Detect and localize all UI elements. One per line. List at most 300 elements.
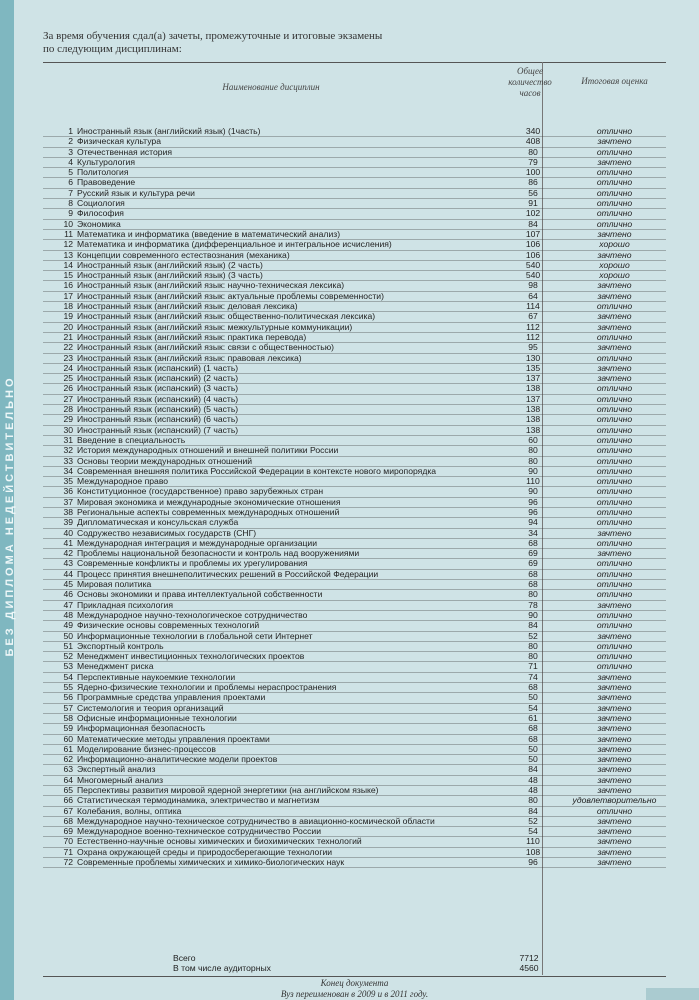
grade-cell: зачтено xyxy=(563,765,666,775)
row-number: 61 xyxy=(43,744,77,754)
table-row xyxy=(43,250,666,260)
grade-cell: зачтено xyxy=(563,281,666,291)
discipline-name: Иностранный язык (английский язык) (2 часть) xyxy=(77,260,503,270)
hours-cell: 90 xyxy=(503,466,563,476)
hours-cell: 68 xyxy=(503,724,563,734)
grade-cell: зачтено xyxy=(563,827,666,837)
row-number: 9 xyxy=(43,209,77,219)
table-row xyxy=(43,466,666,476)
discipline-name: Иностранный язык (испанский) (6 часть) xyxy=(77,415,503,425)
table-row xyxy=(43,127,666,137)
grade-cell: зачтено xyxy=(563,137,666,147)
grade-cell: зачтено xyxy=(563,713,666,723)
hours-cell: 138 xyxy=(503,425,563,435)
table-row xyxy=(43,425,666,435)
discipline-name: Политология xyxy=(77,168,503,178)
grade-cell: зачтено xyxy=(563,528,666,538)
total-hours: 7712 xyxy=(519,953,539,963)
row-number: 4 xyxy=(43,157,77,167)
grade-cell: зачтено xyxy=(563,724,666,734)
discipline-name: Мировая политика xyxy=(77,580,503,590)
hours-cell: 52 xyxy=(503,816,563,826)
row-number: 71 xyxy=(43,847,77,857)
row-number: 3 xyxy=(43,147,77,157)
hours-cell: 68 xyxy=(503,683,563,693)
grade-cell: отлично xyxy=(563,302,666,312)
grade-cell: отлично xyxy=(563,188,666,198)
auditorium-grade-empty xyxy=(559,963,666,973)
hours-cell: 48 xyxy=(503,786,563,796)
grade-cell: отлично xyxy=(563,559,666,569)
table-row xyxy=(43,600,666,610)
row-number: 60 xyxy=(43,734,77,744)
discipline-name: Программные средства управления проектами xyxy=(77,693,503,703)
hours-cell: 100 xyxy=(503,168,563,178)
hours-cell: 50 xyxy=(503,693,563,703)
hours-cell: 50 xyxy=(503,744,563,754)
grade-cell: отлично xyxy=(563,446,666,456)
discipline-name: Международное военно-техническое сотрудничество России xyxy=(77,827,503,837)
table-row xyxy=(43,549,666,559)
discipline-name: Перспективы развития мировой ядерной энергетики (на английском языке) xyxy=(77,786,503,796)
hours-cell: 90 xyxy=(503,487,563,497)
discipline-name: Иностранный язык (английский язык: межкультурные коммуникации) xyxy=(77,322,503,332)
grade-cell: зачтено xyxy=(563,816,666,826)
row-number: 55 xyxy=(43,683,77,693)
discipline-name: Иностранный язык (английский язык: практика перевода) xyxy=(77,332,503,342)
total-label: Всего xyxy=(173,953,196,963)
grade-cell: отлично xyxy=(563,199,666,209)
hours-cell: 68 xyxy=(503,569,563,579)
grade-cell: зачтено xyxy=(563,775,666,785)
row-number: 21 xyxy=(43,332,77,342)
hours-cell: 80 xyxy=(503,456,563,466)
discipline-name: Конституционное (государственное) право зарубежных стран xyxy=(77,487,503,497)
row-number: 14 xyxy=(43,260,77,270)
row-number: 34 xyxy=(43,466,77,476)
table-row xyxy=(43,456,666,466)
row-number: 22 xyxy=(43,343,77,353)
table-row xyxy=(43,652,666,662)
row-number: 39 xyxy=(43,518,77,528)
table-row xyxy=(43,487,666,497)
discipline-name: Иностранный язык (испанский) (4 часть) xyxy=(77,394,503,404)
hours-cell: 408 xyxy=(503,137,563,147)
hours-cell: 108 xyxy=(503,847,563,857)
discipline-name: Международное право xyxy=(77,477,503,487)
table-row xyxy=(43,806,666,816)
table-row xyxy=(43,755,666,765)
discipline-name: Концепции современного естествознания (механика) xyxy=(77,250,503,260)
header-grade: Итоговая оценка xyxy=(581,76,648,86)
discipline-name: Введение в специальность xyxy=(77,435,503,445)
table-row xyxy=(43,610,666,620)
grade-cell: отлично xyxy=(563,147,666,157)
hours-cell: 95 xyxy=(503,343,563,353)
hours-cell: 91 xyxy=(503,199,563,209)
hours-cell: 68 xyxy=(503,538,563,548)
grade-cell: отлично xyxy=(563,497,666,507)
row-number: 57 xyxy=(43,703,77,713)
hours-cell: 106 xyxy=(503,240,563,250)
grade-cell: отлично xyxy=(563,332,666,342)
end-label: Конец документа xyxy=(320,978,389,988)
grade-cell: отлично xyxy=(563,518,666,528)
table-row xyxy=(43,507,666,517)
disciplines-table-body xyxy=(43,127,666,868)
grade-cell: отлично xyxy=(563,538,666,548)
table-row xyxy=(43,559,666,569)
header-hours: Общее количество часов xyxy=(508,66,552,98)
table-row xyxy=(43,765,666,775)
row-number: 8 xyxy=(43,199,77,209)
discipline-name: Иностранный язык (английский язык: правовая лексика) xyxy=(77,353,503,363)
row-number: 40 xyxy=(43,528,77,538)
grade-cell: отлично xyxy=(563,641,666,651)
grade-cell: отлично xyxy=(563,219,666,229)
table-row xyxy=(43,837,666,847)
table-row xyxy=(43,322,666,332)
table-row xyxy=(43,157,666,167)
hours-cell: 86 xyxy=(503,178,563,188)
table-row xyxy=(43,724,666,734)
table-row xyxy=(43,528,666,538)
grade-cell: зачтено xyxy=(563,755,666,765)
hours-cell: 137 xyxy=(503,394,563,404)
row-number: 47 xyxy=(43,600,77,610)
document-end xyxy=(43,978,666,1000)
grade-cell: хорошо xyxy=(563,240,666,250)
grade-cell: зачтено xyxy=(563,312,666,322)
hours-cell: 112 xyxy=(503,332,563,342)
hours-cell: 84 xyxy=(503,765,563,775)
grade-cell: отлично xyxy=(563,621,666,631)
hours-cell: 135 xyxy=(503,363,563,373)
table-row xyxy=(43,590,666,600)
row-number: 58 xyxy=(43,713,77,723)
discipline-name: Иностранный язык (английский язык: актуальные проблемы современности) xyxy=(77,291,503,301)
table-row xyxy=(43,497,666,507)
row-number: 26 xyxy=(43,384,77,394)
row-number: 54 xyxy=(43,672,77,682)
grade-cell: отлично xyxy=(563,477,666,487)
discipline-name: История международных отношений и внешней политики России xyxy=(77,446,503,456)
hours-cell: 61 xyxy=(503,713,563,723)
total-row xyxy=(43,953,666,963)
hours-cell: 48 xyxy=(503,775,563,785)
discipline-name: Проблемы национальной безопасности и контроль над вооружениями xyxy=(77,549,503,559)
hours-cell: 84 xyxy=(503,219,563,229)
grade-cell: зачтено xyxy=(563,683,666,693)
hours-cell: 96 xyxy=(503,858,563,868)
discipline-name: Иностранный язык (английский язык: общественно-политическая лексика) xyxy=(77,312,503,322)
table-row xyxy=(43,435,666,445)
discipline-name: Философия xyxy=(77,209,503,219)
table-row xyxy=(43,343,666,353)
hours-cell: 96 xyxy=(503,497,563,507)
row-number: 52 xyxy=(43,652,77,662)
row-number: 2 xyxy=(43,137,77,147)
row-number: 63 xyxy=(43,765,77,775)
hours-cell: 80 xyxy=(503,796,563,806)
row-number: 36 xyxy=(43,487,77,497)
auditorium-row xyxy=(43,963,666,973)
intro-line-2: по следующим дисциплинам: xyxy=(43,43,182,55)
hours-cell: 94 xyxy=(503,518,563,528)
hours-cell: 130 xyxy=(503,353,563,363)
row-number: 1 xyxy=(43,127,77,137)
hours-cell: 79 xyxy=(503,157,563,167)
discipline-name: Менеджмент риска xyxy=(77,662,503,672)
grade-cell: хорошо xyxy=(563,260,666,270)
discipline-name: Системология и теория организаций xyxy=(77,703,503,713)
grade-cell: зачтено xyxy=(563,631,666,641)
row-number: 37 xyxy=(43,497,77,507)
discipline-name: Экспортный контроль xyxy=(77,641,503,651)
row-number: 51 xyxy=(43,641,77,651)
discipline-name: Иностранный язык (испанский) (5 часть) xyxy=(77,405,503,415)
hours-cell: 84 xyxy=(503,621,563,631)
grade-cell: зачтено xyxy=(563,847,666,857)
row-number: 59 xyxy=(43,724,77,734)
grade-cell: отлично xyxy=(563,456,666,466)
discipline-name: Основы теории международных отношений xyxy=(77,456,503,466)
hours-cell: 110 xyxy=(503,477,563,487)
hours-cell: 114 xyxy=(503,302,563,312)
grade-cell: отлично xyxy=(563,569,666,579)
table-row xyxy=(43,188,666,198)
corner-patch xyxy=(646,988,699,1000)
hours-cell: 80 xyxy=(503,446,563,456)
grade-cell: зачтено xyxy=(563,343,666,353)
row-number: 44 xyxy=(43,569,77,579)
row-number: 49 xyxy=(43,621,77,631)
discipline-name: Математика и информатика (введение в математический анализ) xyxy=(77,229,503,239)
grade-cell: отлично xyxy=(563,662,666,672)
row-number: 38 xyxy=(43,507,77,517)
grade-cell: отлично xyxy=(563,806,666,816)
row-number: 62 xyxy=(43,755,77,765)
discipline-name: Прикладная психология xyxy=(77,600,503,610)
table-row xyxy=(43,786,666,796)
table-row xyxy=(43,178,666,188)
row-number: 53 xyxy=(43,662,77,672)
table-row xyxy=(43,219,666,229)
discipline-name: Охрана окружающей среды и природосберегающие технологии xyxy=(77,847,503,857)
grade-cell: удовлетворительно xyxy=(563,796,666,806)
table-row xyxy=(43,693,666,703)
discipline-name: Информационные технологии в глобальной сети Интернет xyxy=(77,631,503,641)
hours-cell: 96 xyxy=(503,507,563,517)
header-discipline: Наименование дисциплин xyxy=(222,82,320,92)
grade-cell: отлично xyxy=(563,127,666,137)
table-row xyxy=(43,631,666,641)
discipline-name: Иностранный язык (английский язык: связи с общественностью) xyxy=(77,343,503,353)
grade-cell: отлично xyxy=(563,384,666,394)
row-number: 18 xyxy=(43,302,77,312)
row-number: 70 xyxy=(43,837,77,847)
discipline-name: Современные проблемы химических и химико-биологических наук xyxy=(77,858,503,868)
hours-cell: 98 xyxy=(503,281,563,291)
table-row xyxy=(43,641,666,651)
grade-cell: зачтено xyxy=(563,250,666,260)
table-row xyxy=(43,672,666,682)
rename-note: Вуз переименован в 2009 и в 2011 году. xyxy=(280,989,429,999)
row-number: 35 xyxy=(43,477,77,487)
discipline-name: Правоведение xyxy=(77,178,503,188)
table-row xyxy=(43,168,666,178)
intro-line-1: За время обучения сдал(а) зачеты, промежуточные и итоговые экзамены xyxy=(43,30,383,42)
table-row xyxy=(43,775,666,785)
hours-cell: 69 xyxy=(503,559,563,569)
grade-cell: зачтено xyxy=(563,549,666,559)
hours-cell: 102 xyxy=(503,209,563,219)
hours-cell: 80 xyxy=(503,641,563,651)
row-number: 33 xyxy=(43,456,77,466)
table-row xyxy=(43,580,666,590)
row-number: 56 xyxy=(43,693,77,703)
discipline-name: Отечественная история xyxy=(77,147,503,157)
table-row xyxy=(43,405,666,415)
discipline-name: Математические методы управления проектами xyxy=(77,734,503,744)
discipline-name: Офисные информационные технологии xyxy=(77,713,503,723)
row-number: 13 xyxy=(43,250,77,260)
table-row xyxy=(43,302,666,312)
row-number: 65 xyxy=(43,786,77,796)
table-row xyxy=(43,847,666,857)
table-row xyxy=(43,569,666,579)
discipline-name: Процесс принятия внешнеполитических решений в Российской Федерации xyxy=(77,569,503,579)
hours-cell: 138 xyxy=(503,415,563,425)
hours-cell: 69 xyxy=(503,549,563,559)
hours-cell: 138 xyxy=(503,405,563,415)
row-number: 31 xyxy=(43,435,77,445)
table-row xyxy=(43,260,666,270)
table-row xyxy=(43,281,666,291)
grade-cell: зачтено xyxy=(563,837,666,847)
side-warning-text: БЕЗ ДИПЛОМА НЕДЕЙСТВИТЕЛЬНО xyxy=(4,375,16,657)
row-number: 64 xyxy=(43,775,77,785)
row-number: 6 xyxy=(43,178,77,188)
discipline-name: Экспертный анализ xyxy=(77,765,503,775)
table-row xyxy=(43,446,666,456)
row-number: 12 xyxy=(43,240,77,250)
hours-cell: 78 xyxy=(503,600,563,610)
discipline-name: Социология xyxy=(77,199,503,209)
table-row xyxy=(43,415,666,425)
grade-cell: отлично xyxy=(563,610,666,620)
discipline-name: Международное научно-техническое сотрудничество в авиационно-космической области xyxy=(77,816,503,826)
grade-cell: зачтено xyxy=(563,703,666,713)
end-rule xyxy=(43,976,666,977)
discipline-name: Иностранный язык (испанский) (2 часть) xyxy=(77,374,503,384)
discipline-name: Моделирование бизнес-процессов xyxy=(77,744,503,754)
row-number: 23 xyxy=(43,353,77,363)
hours-cell: 68 xyxy=(503,580,563,590)
hours-cell: 52 xyxy=(503,631,563,641)
row-number: 27 xyxy=(43,394,77,404)
table-row xyxy=(43,394,666,404)
grade-cell: зачтено xyxy=(563,734,666,744)
table-row xyxy=(43,713,666,723)
grade-cell: отлично xyxy=(563,652,666,662)
grade-cell: зачтено xyxy=(563,693,666,703)
hours-cell: 340 xyxy=(503,127,563,137)
grade-cell: отлично xyxy=(563,580,666,590)
discipline-name: Перспективные наукоемкие технологии xyxy=(77,672,503,682)
grade-cell: отлично xyxy=(563,178,666,188)
grade-cell: отлично xyxy=(563,435,666,445)
totals-table xyxy=(43,953,666,973)
discipline-name: Современные конфликты и проблемы их урегулирования xyxy=(77,559,503,569)
row-number: 67 xyxy=(43,806,77,816)
table-row xyxy=(43,703,666,713)
row-number: 24 xyxy=(43,363,77,373)
discipline-name: Иностранный язык (испанский) (1 часть) xyxy=(77,363,503,373)
auditorium-spacer xyxy=(43,963,173,973)
grade-cell: отлично xyxy=(563,394,666,404)
hours-cell: 106 xyxy=(503,250,563,260)
disciplines-table xyxy=(43,127,666,868)
grade-cell: отлично xyxy=(563,487,666,497)
row-number: 7 xyxy=(43,188,77,198)
hours-cell: 90 xyxy=(503,610,563,620)
grade-cell: отлично xyxy=(563,590,666,600)
table-row xyxy=(43,240,666,250)
row-number: 50 xyxy=(43,631,77,641)
discipline-name: Иностранный язык (английский язык: научно-техническая лексика) xyxy=(77,281,503,291)
grade-cell: отлично xyxy=(563,425,666,435)
hours-cell: 80 xyxy=(503,147,563,157)
row-number: 69 xyxy=(43,827,77,837)
discipline-name: Естественно-научные основы химических и биохимических технологий xyxy=(77,837,503,847)
discipline-name: Многомерный анализ xyxy=(77,775,503,785)
table-row xyxy=(43,816,666,826)
discipline-name: Математика и информатика (дифференциальное и интегральное исчисления) xyxy=(77,240,503,250)
hours-cell: 80 xyxy=(503,590,563,600)
table-row xyxy=(43,332,666,342)
table-row xyxy=(43,271,666,281)
discipline-name: Иностранный язык (английский язык) (1часть) xyxy=(77,127,503,137)
discipline-name: Физическая культура xyxy=(77,137,503,147)
row-number: 68 xyxy=(43,816,77,826)
header-top-rule xyxy=(43,62,666,63)
hours-cell: 112 xyxy=(503,322,563,332)
hours-cell: 64 xyxy=(503,291,563,301)
row-number: 16 xyxy=(43,281,77,291)
grade-cell: зачтено xyxy=(563,291,666,301)
table-row xyxy=(43,384,666,394)
discipline-name: Содружество независимых государств (СНГ) xyxy=(77,528,503,538)
table-row xyxy=(43,137,666,147)
hours-cell: 107 xyxy=(503,229,563,239)
table-row xyxy=(43,662,666,672)
table-row xyxy=(43,621,666,631)
table-row xyxy=(43,827,666,837)
table-row xyxy=(43,209,666,219)
row-number: 42 xyxy=(43,549,77,559)
grade-cell: отлично xyxy=(563,209,666,219)
row-number: 72 xyxy=(43,858,77,868)
row-number: 25 xyxy=(43,374,77,384)
row-number: 19 xyxy=(43,312,77,322)
row-number: 10 xyxy=(43,219,77,229)
table-row xyxy=(43,744,666,754)
total-spacer xyxy=(43,953,173,963)
row-number: 15 xyxy=(43,271,77,281)
discipline-name: Основы экономики и права интеллектуальной собственности xyxy=(77,590,503,600)
hours-cell: 34 xyxy=(503,528,563,538)
